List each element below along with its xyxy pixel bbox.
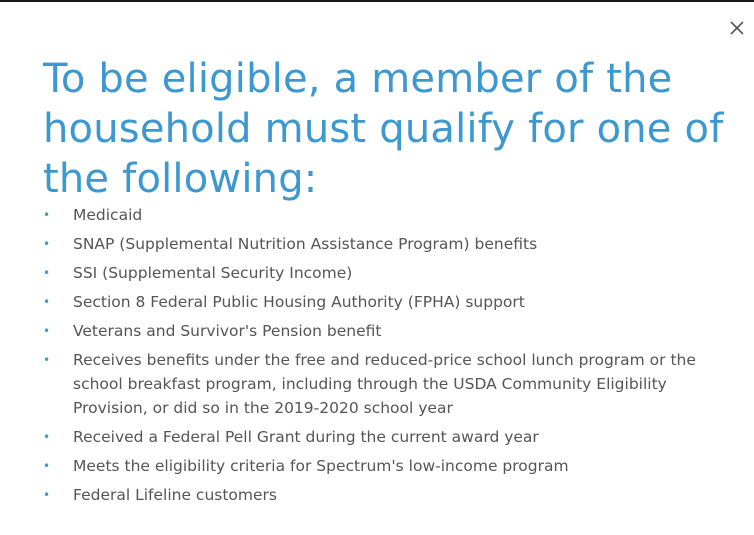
list-item: [43, 319, 733, 343]
eligibility-list: [43, 203, 733, 512]
list-item-text: Federal Lifeline customers: [73, 486, 277, 504]
bullet: •: [43, 295, 51, 309]
bullet: •: [43, 488, 51, 502]
list-item: [43, 348, 733, 420]
list-item-text: Received a Federal Pell Grant during the current award year: [73, 428, 539, 446]
bullet: •: [43, 459, 51, 473]
bullet: •: [43, 353, 51, 367]
list-item-text: SNAP (Supplemental Nutrition Assistance Program) benefits: [73, 235, 538, 253]
list-item-text: Section 8 Federal Public Housing Authority (FPHA) support: [73, 293, 525, 311]
list-item: [43, 425, 733, 449]
list-item: [43, 483, 733, 507]
list-item-text: Meets the eligibility criteria for Spectrum's low-income program: [73, 457, 569, 475]
bullet: •: [43, 430, 51, 444]
list-item: [43, 454, 733, 478]
list-item-text: Medicaid: [73, 206, 143, 224]
bullet: •: [43, 266, 51, 280]
list-item-text: Veterans and Survivor's Pension benefit: [73, 322, 382, 340]
list-item-text: SSI (Supplemental Security Income): [73, 264, 353, 282]
list-item: [43, 203, 733, 227]
close-button[interactable]: [727, 18, 747, 38]
bullet: •: [43, 324, 51, 338]
bullet: •: [43, 208, 51, 222]
list-item: [43, 232, 733, 256]
eligibility-modal: [0, 2, 754, 535]
list-item-text: Receives benefits under the free and reduced-price school lunch program or the school breakfast program, including through the USDA Community Eligibility Provision, or did so in the 2019-2020 school year: [73, 351, 696, 417]
modal-heading: To be eligible, a member of the household must qualify for one of the following:: [43, 56, 724, 202]
list-item: [43, 261, 733, 285]
close-icon: [727, 18, 747, 38]
bullet: •: [43, 237, 51, 251]
list-item: [43, 290, 733, 314]
